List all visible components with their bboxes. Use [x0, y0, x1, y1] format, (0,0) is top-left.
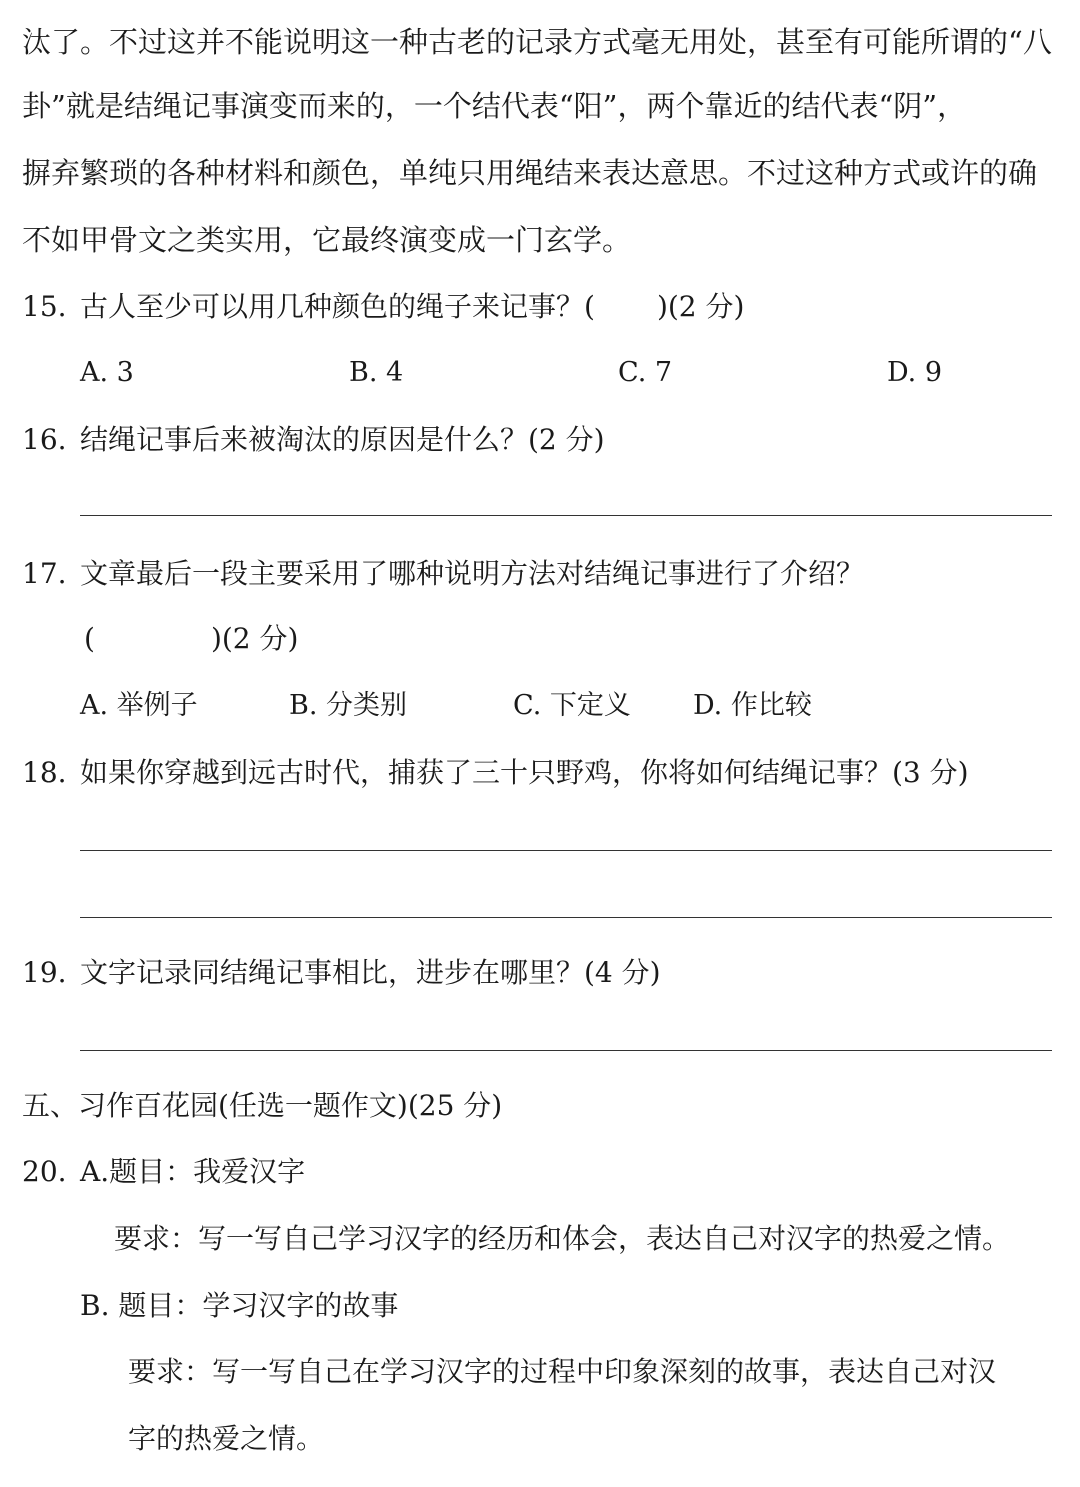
question-text: 结绳记事后来被淘汰的原因是什么？(2 分)	[80, 423, 605, 456]
question-score: )(2 分)	[210, 622, 299, 655]
topic-a-requirement: 要求：写一写自己学习汉字的经历和体会，表达自己对汉字的热爱之情。	[114, 1222, 1011, 1255]
answer-line-19[interactable]	[80, 1050, 1052, 1051]
option-d[interactable]: D. 作比较	[693, 690, 812, 721]
question-17	[22, 556, 864, 592]
question-text: 如果你穿越到远古时代，捕获了三十只野鸡，你将如何结绳记事？(3 分)	[80, 756, 969, 789]
option-b[interactable]: B. 4	[349, 357, 404, 388]
topic-a-title: A.题目：我爱汉字	[80, 1155, 306, 1188]
answer-line-18a[interactable]	[80, 850, 1052, 851]
question-number: 15.	[22, 290, 67, 323]
question-text: 古人至少可以用几种颜色的绳子来记事？(	[80, 290, 595, 323]
question-20	[22, 1154, 305, 1190]
option-b[interactable]: B. 分类别	[289, 690, 408, 721]
passage-line-2: 卦”就是结绳记事演变而来的，一个结代表“阳”，两个靠近的结代表“阴”，	[22, 89, 967, 123]
question-number: 18.	[22, 756, 67, 789]
question-number: 19.	[22, 956, 67, 989]
question-number: 17.	[22, 557, 67, 590]
option-a[interactable]: A. 3	[80, 357, 134, 388]
answer-line-18b[interactable]	[80, 917, 1052, 918]
topic-b-requirement-line-1: 要求：写一写自己在学习汉字的过程中印象深刻的故事，表达自己对汉	[128, 1355, 997, 1388]
option-d[interactable]: D. 9	[887, 357, 943, 388]
option-c[interactable]: C. 7	[618, 357, 673, 388]
answer-line-16[interactable]	[80, 515, 1052, 516]
question-16	[22, 422, 605, 458]
question-17-blank-row	[84, 621, 298, 657]
blank-open: (	[84, 622, 95, 655]
section-five-heading: 五、习作百花园(任选一题作文)(25 分)	[22, 1089, 503, 1122]
question-19	[22, 955, 661, 991]
question-score: )(2 分)	[656, 290, 745, 323]
question-text: 文字记录同结绳记事相比，进步在哪里？(4 分)	[80, 956, 661, 989]
question-15	[22, 289, 744, 325]
passage-line-3: 摒弃繁琐的各种材料和颜色，单纯只用绳结来表达意思。不过这种方式或许的确	[22, 156, 1038, 190]
question-number: 20.	[22, 1155, 67, 1188]
passage-line-1: 汰了。不过这并不能说明这一种古老的记录方式毫无用处，甚至有可能所谓的“八	[22, 25, 1052, 59]
question-text: 文章最后一段主要采用了哪种说明方法对结绳记事进行了介绍？	[80, 557, 865, 590]
passage-line-4: 不如甲骨文之类实用，它最终演变成一门玄学。	[22, 223, 632, 257]
topic-b-title: B. 题目：学习汉字的故事	[80, 1289, 399, 1322]
topic-b-requirement-line-2: 字的热爱之情。	[128, 1422, 325, 1455]
option-c[interactable]: C. 下定义	[513, 690, 631, 721]
question-number: 16.	[22, 423, 67, 456]
option-a[interactable]: A. 举例子	[80, 690, 198, 721]
question-18	[22, 755, 969, 791]
